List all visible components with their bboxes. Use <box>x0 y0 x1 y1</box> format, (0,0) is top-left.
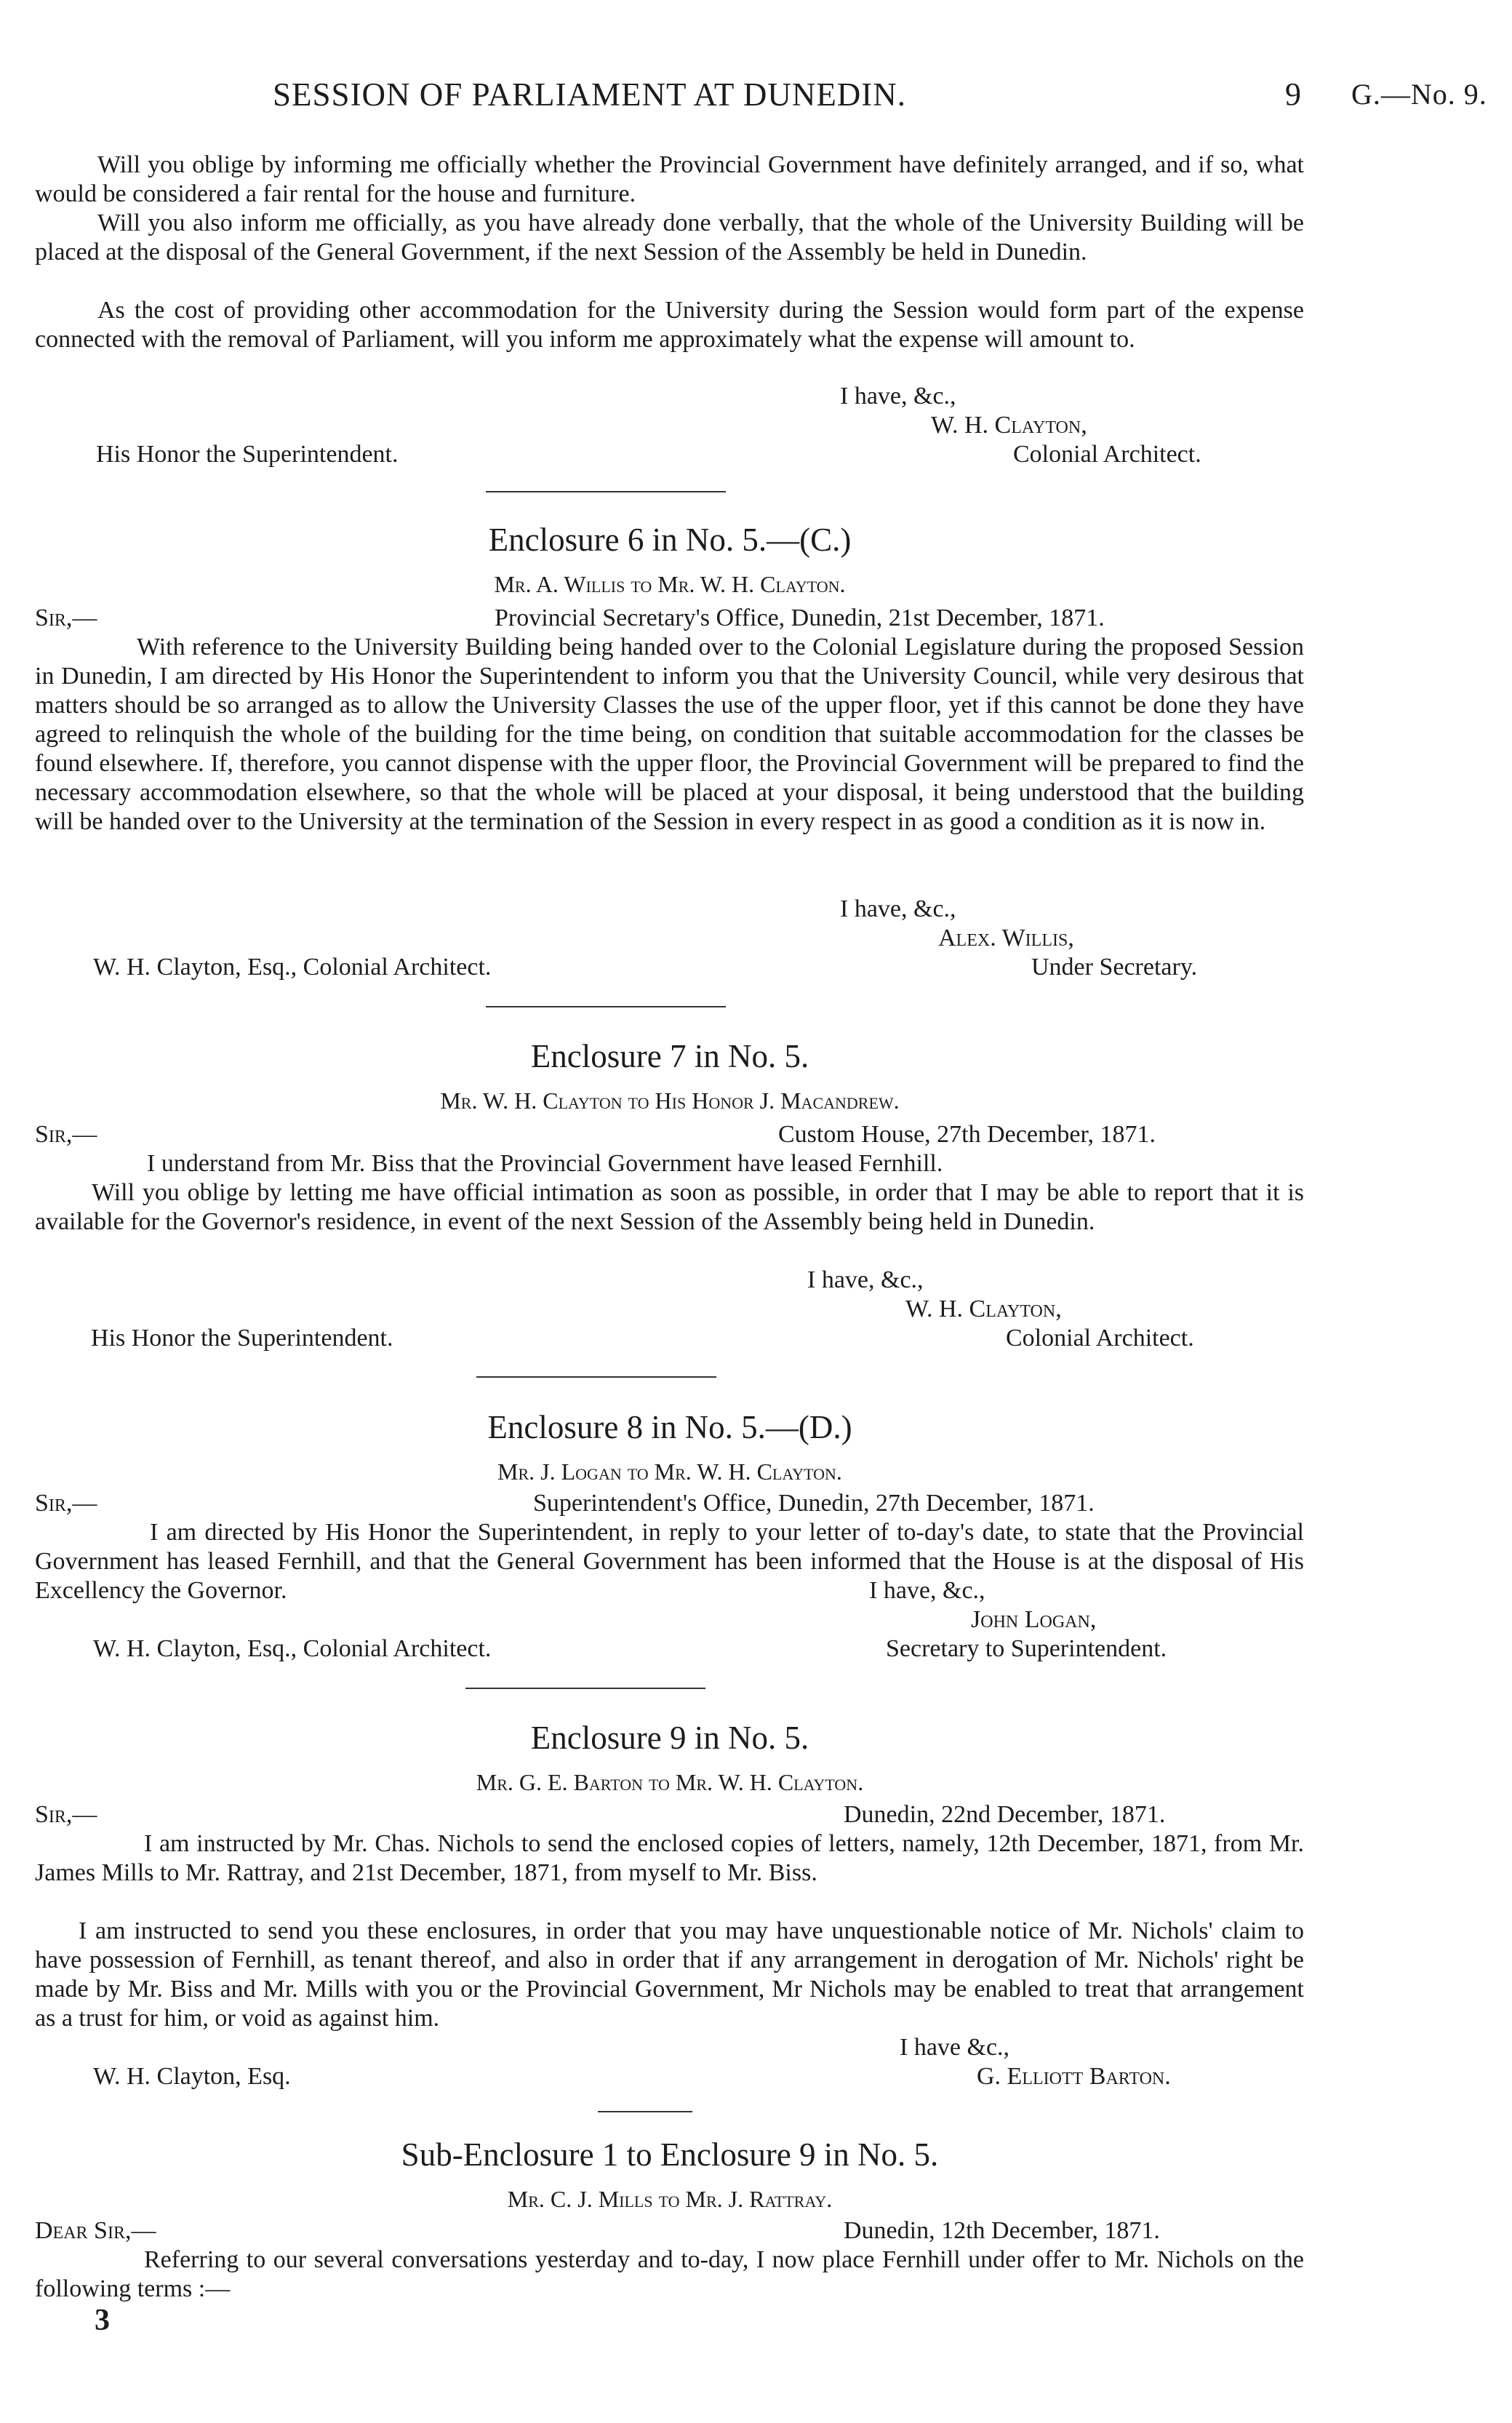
enclosure-9-paragraph-2: I am instructed to send you these enclosures, in order that you may have unquestionable notice of Mr. Nichols' claim to have possession of Fernhill, as tenant thereof, and also in order that if any arrangement in derogation of Mr. Nichols' right be made by Mr. Biss and Mr. Mills with you or the Provincial Government, Mr Nichols may be enabled to treat that arrangement as a trust for him, or void as against him. <box>35 1917 1304 2032</box>
sub-enclosure-1-salutation: Dear Sir,— <box>35 2217 156 2244</box>
signature-mark: 3 <box>95 2304 110 2337</box>
enclosure-9-salutation: Sir,— <box>35 1801 97 1828</box>
enclosure-7-salutation: Sir,— <box>35 1121 97 1148</box>
intro-paragraph-3: As the cost of providing other accommodation for the University during the Session would form part of the expense connected with the removal of Parliament, will you inform me approximately what the expense will amount to. <box>35 297 1304 353</box>
enclosure-6-from: Mr. A. Willis to Mr. W. H. Clayton. <box>494 571 846 597</box>
enclosure-9-heading: Enclosure 9 in No. 5. <box>530 1720 809 1756</box>
intro-addressee: His Honor the Superintendent. <box>96 441 399 468</box>
divider-rule <box>476 1376 716 1378</box>
sub-enclosure-1-heading: Sub-Enclosure 1 to Enclosure 9 in No. 5. <box>401 2136 939 2173</box>
enclosure-7-paragraph-2: Will you oblige by letting me have official intimation as soon as possible, in order that I may be able to report that it is available for the Governor's residence, in event of the next Session of the Assembly being held in Dunedin. <box>35 1179 1304 1235</box>
enclosure-8-signer-title: Secretary to Superintendent. <box>886 1635 1167 1662</box>
enclosure-6-signer-title: Under Secretary. <box>1031 954 1198 981</box>
divider-rule <box>465 1688 705 1689</box>
enclosure-9-dateline: Dunedin, 22nd December, 1871. <box>844 1801 1166 1828</box>
enclosure-7-dateline: Custom House, 27th December, 1871. <box>778 1121 1156 1148</box>
divider-rule <box>486 491 726 492</box>
enclosure-9-signature: G. Elliott Barton. <box>977 2063 1171 2090</box>
enclosure-6-salutation: Sir,— <box>35 604 97 631</box>
enclosure-9-from: Mr. G. E. Barton to Mr. W. H. Clayton. <box>476 1769 864 1795</box>
enclosure-7-paragraph-1: I understand from Mr. Biss that the Provincial Government have leased Fernhill. <box>147 1150 943 1177</box>
intro-paragraph-1: Will you oblige by informing me officially whether the Provincial Government have definitely arranged, and if so, what would be considered a fair rental for the house and furniture. <box>35 151 1304 207</box>
enclosure-6-signature: Alex. Willis, <box>938 925 1074 951</box>
enclosure-8-body: I am directed by His Honor the Superintendent, in reply to your letter of to-day's date, to state that the Provincial Government has leased Fernhill, and that the General Government has been informed that the House is at the disposal of His Excellency the Governor. <box>35 1519 1304 1604</box>
enclosure-8-addressee: W. H. Clayton, Esq., Colonial Architect. <box>93 1635 492 1662</box>
divider-rule <box>486 1006 726 1007</box>
enclosure-9-closing: I have &c., <box>900 2034 1010 2061</box>
enclosure-8-heading: Enclosure 8 in No. 5.—(D.) <box>487 1409 852 1445</box>
sub-enclosure-1-from: Mr. C. J. Mills to Mr. J. Rattray. <box>507 2186 833 2212</box>
document-reference: G.—No. 9. <box>1351 78 1487 111</box>
enclosure-8-from: Mr. J. Logan to Mr. W. H. Clayton. <box>497 1458 842 1485</box>
enclosure-7-closing: I have, &c., <box>807 1266 924 1293</box>
running-title: SESSION OF PARLIAMENT AT DUNEDIN. <box>273 76 907 113</box>
sub-enclosure-1-body: Referring to our several conversations yesterday and to-day, I now place Fernhill under offer to Mr. Nichols on the following terms :— <box>35 2246 1304 2302</box>
enclosure-9-paragraph-1: I am instructed by Mr. Chas. Nichols to send the enclosed copies of letters, namely, 12th December, 1871, from Mr. James Mills to Mr. Rattray, and 21st December, 1871, from myself to Mr. Biss. <box>35 1830 1304 1886</box>
enclosure-6-closing: I have, &c., <box>840 895 956 922</box>
intro-paragraph-2: Will you also inform me officially, as you have already done verbally, that the whole of the University Building will be placed at the disposal of the General Government, if the next Session of the Assembly be held in Dunedin. <box>35 209 1304 266</box>
enclosure-7-addressee: His Honor the Superintendent. <box>91 1325 393 1352</box>
enclosure-6-body: With reference to the University Building being handed over to the Colonial Legislature during the proposed Session in Dunedin, I am directed by His Honor the Superintendent to inform you that the University Council, while very desirous that matters should be so arranged as to allow the University Classes the use of the upper floor, yet if this cannot be done they have agreed to relinquish the whole of the building for the time being, on condition that suitable accommodation for the classes be found elsewhere. If, therefore, you cannot dispense with the upper floor, the Provincial Government will be prepared to find the necessary accommodation elsewhere, so that the whole will be placed at your disposal, it being understood that the building will be handed over to the University at the termination of the Session in every respect in as good a condition as it is now in. <box>35 634 1304 835</box>
enclosure-7-signature: W. H. Clayton, <box>905 1296 1062 1322</box>
intro-signature: W. H. Clayton, <box>931 412 1087 439</box>
intro-signer-title: Colonial Architect. <box>1013 441 1201 468</box>
divider-rule <box>598 2111 692 2112</box>
enclosure-6-addressee: W. H. Clayton, Esq., Colonial Architect. <box>93 954 492 981</box>
enclosure-8-dateline: Superintendent's Office, Dunedin, 27th December, 1871. <box>533 1490 1095 1517</box>
enclosure-7-signer-title: Colonial Architect. <box>1006 1325 1194 1352</box>
enclosure-8-salutation: Sir,— <box>35 1490 97 1517</box>
enclosure-7-heading: Enclosure 7 in No. 5. <box>530 1038 809 1074</box>
enclosure-6-dateline: Provincial Secretary's Office, Dunedin, 21st December, 1871. <box>495 604 1105 631</box>
enclosure-6-heading: Enclosure 6 in No. 5.—(C.) <box>488 522 852 558</box>
enclosure-8-signature: John Logan, <box>971 1606 1097 1633</box>
page-number: 9 <box>1285 76 1301 112</box>
enclosure-8-closing: I have, &c., <box>869 1577 985 1604</box>
sub-enclosure-1-dateline: Dunedin, 12th December, 1871. <box>844 2217 1160 2244</box>
enclosure-9-addressee: W. H. Clayton, Esq. <box>93 2063 291 2090</box>
enclosure-7-from: Mr. W. H. Clayton to His Honor J. Macandrew. <box>440 1087 900 1114</box>
intro-closing: I have, &c., <box>840 383 956 410</box>
